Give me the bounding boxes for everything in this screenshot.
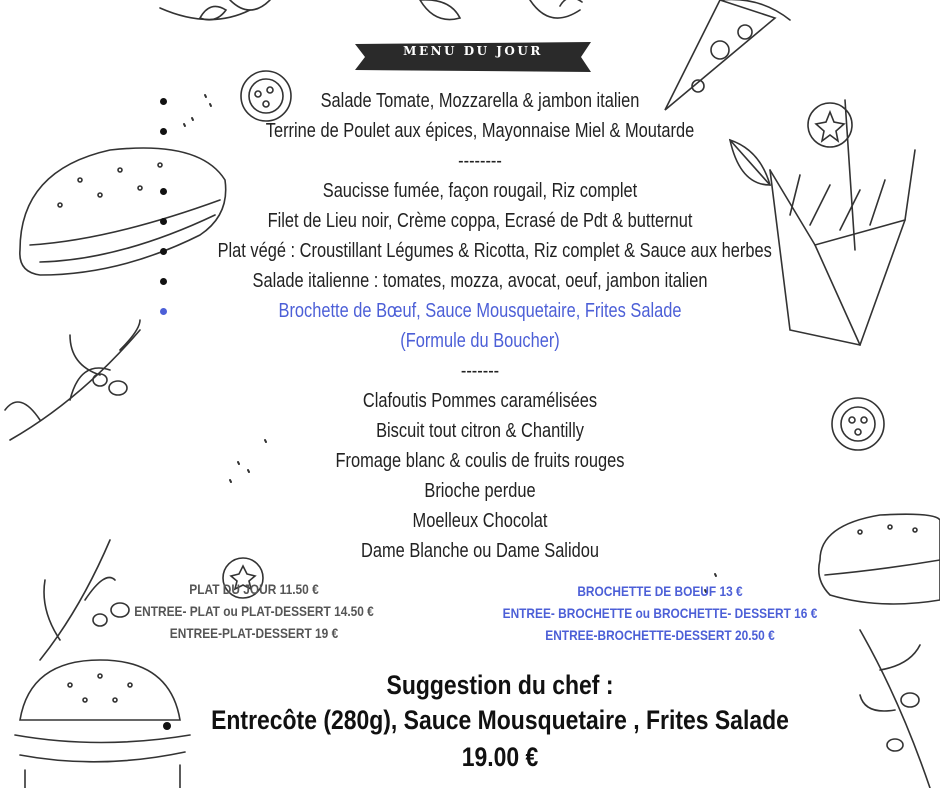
chef-dish-bullet	[163, 722, 171, 730]
chef-suggestion-heading: Suggestion du chef :	[386, 670, 614, 700]
price-entree-brochette-dessert: ENTREE-BROCHETTE-DESSERT 20.50 €	[545, 627, 775, 643]
top-leaves-icon	[160, 0, 582, 20]
menu-line: (Formule du Boucher)	[400, 330, 560, 352]
menu-line: Terrine de Poulet aux épices, Mayonnaise Miel & Moutarde	[265, 120, 695, 142]
menu-line: Clafoutis Pommes caramélisées	[362, 390, 598, 412]
olive-branch-bottom-left-icon	[40, 540, 129, 660]
menu-line: Brochette de Bœuf, Sauce Mousquetaire, Frites Salade	[278, 300, 682, 322]
sandwich-right-icon	[819, 514, 940, 604]
noodle-box-icon	[770, 100, 915, 345]
price-entree-plat: ENTREE- PLAT ou PLAT-DESSERT 14.50 €	[134, 603, 374, 619]
menu-bullet	[160, 218, 167, 225]
menu-line: Biscuit tout citron & Chantilly	[376, 420, 584, 442]
menu-line: Moelleux Chocolat	[412, 510, 548, 532]
chef-suggestion-dish: Entrecôte (280g), Sauce Mousquetaire , Frites Salade	[211, 705, 789, 735]
price-brochette: BROCHETTE DE BOEUF 13 €	[577, 583, 743, 599]
menu-bullet	[160, 98, 167, 105]
price-plat-du-jour: PLAT DU JOUR 11.50 €	[189, 581, 319, 597]
menu-bullet	[160, 278, 167, 285]
menu-bullet	[160, 188, 167, 195]
menu-bullet	[160, 308, 167, 315]
menu-line: Fromage blanc & coulis de fruits rouges	[335, 450, 625, 472]
menu-line: --------	[458, 150, 502, 172]
menu-line: Salade Tomate, Mozzarella & jambon italien	[320, 90, 640, 112]
menu-line: Filet de Lieu noir, Crème coppa, Ecrasé de Pdt & butternut	[267, 210, 693, 232]
menu-title: MENU DU JOUR	[403, 44, 543, 58]
menu-line: -------	[460, 360, 500, 382]
menu-line: Salade italienne : tomates, mozza, avocat, oeuf, jambon italien	[252, 270, 708, 292]
sandwich-icon	[20, 148, 226, 275]
olive-branch-icon	[5, 320, 140, 440]
menu-bullet	[160, 128, 167, 135]
price-entree-brochette: ENTREE- BROCHETTE ou BROCHETTE- DESSERT 16 €	[502, 605, 818, 621]
tomato-slice-right-icon	[832, 398, 884, 450]
price-entree-plat-dessert: ENTREE-PLAT-DESSERT 19 €	[169, 625, 339, 641]
menu-line: Brioche perdue	[424, 480, 536, 502]
menu-line: Saucisse fumée, façon rougail, Riz complet	[322, 180, 638, 202]
menu-line: Plat végé : Croustillant Légumes & Ricotta, Riz complet & Sauce aux herbes	[217, 240, 772, 262]
menu-line: Dame Blanche ou Dame Salidou	[361, 540, 599, 562]
menu-bullet	[160, 248, 167, 255]
chef-suggestion-price: 19.00 €	[461, 742, 539, 772]
olive-branch-right-icon	[860, 630, 930, 788]
